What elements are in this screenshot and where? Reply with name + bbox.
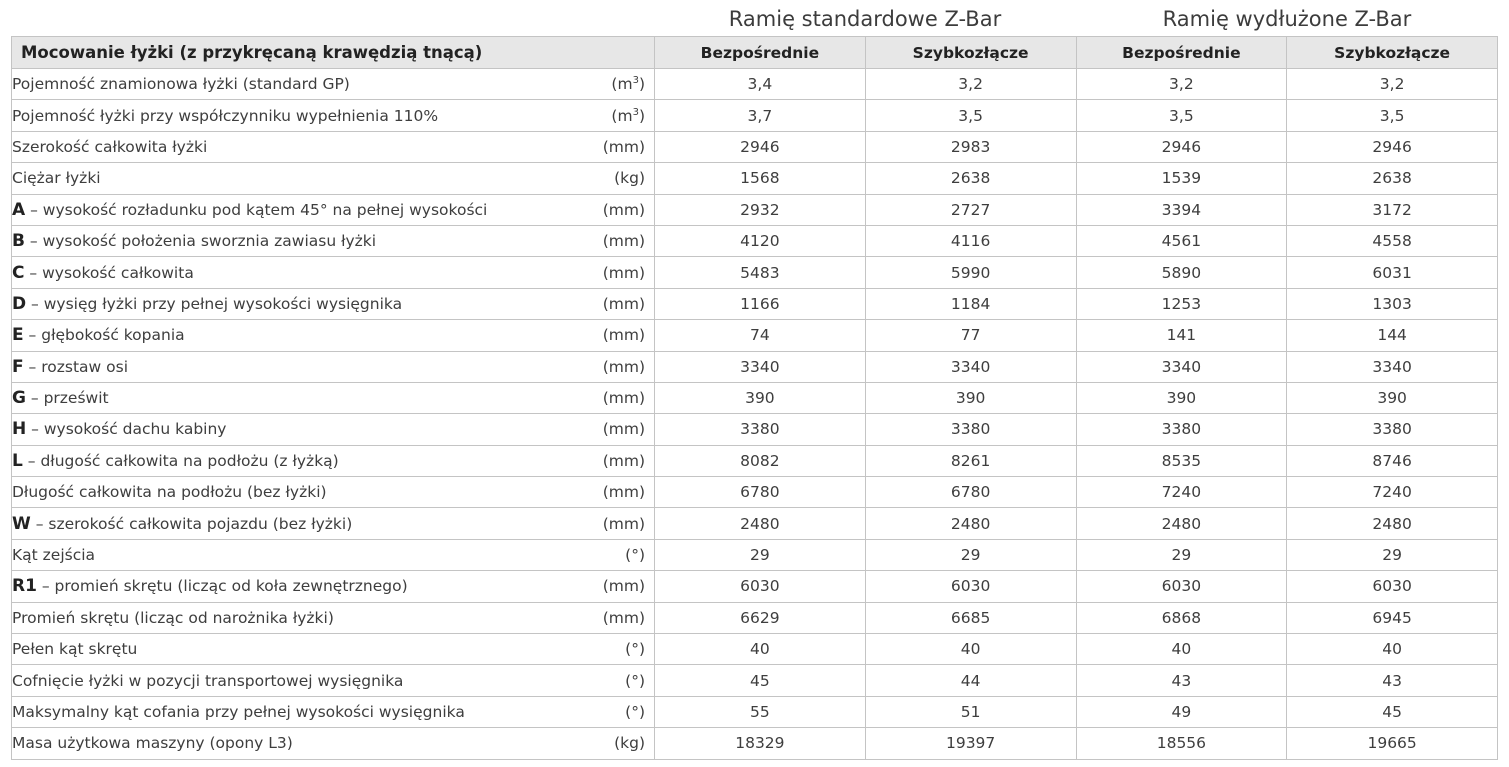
unit-base: (mm) xyxy=(602,294,645,313)
row-label xyxy=(12,200,487,220)
value-cell: 19665 xyxy=(1287,728,1498,759)
row-label xyxy=(12,514,352,534)
row-label-text: Masa użytkowa maszyny (opony L3) xyxy=(12,734,293,753)
table-row xyxy=(12,539,1498,570)
value-cell: 45 xyxy=(1287,696,1498,727)
row-label-cell xyxy=(12,163,655,194)
spec-table xyxy=(11,36,1498,760)
row-unit xyxy=(603,389,645,407)
row-unit xyxy=(625,703,645,721)
row-label xyxy=(12,75,350,93)
dimension-letter: R1 xyxy=(12,576,37,597)
row-label-text: Długość całkowita na podłożu (bez łyżki) xyxy=(12,483,327,502)
value-cell: 6031 xyxy=(1287,257,1498,288)
table-row xyxy=(12,602,1498,633)
row-unit xyxy=(603,138,645,156)
unit-base: (mm) xyxy=(602,577,645,596)
table-row xyxy=(12,477,1498,508)
row-label xyxy=(12,703,465,721)
row-label-cell xyxy=(12,634,655,665)
row-label-cell xyxy=(12,477,655,508)
value-cell: 8746 xyxy=(1287,445,1498,476)
value-cell: 390 xyxy=(1076,382,1287,413)
table-row xyxy=(12,100,1498,131)
value-cell: 40 xyxy=(1076,634,1287,665)
value-cell: 3340 xyxy=(1287,351,1498,382)
unit-base: (mm) xyxy=(602,232,645,251)
value-cell: 1166 xyxy=(655,288,866,319)
value-cell: 29 xyxy=(655,539,866,570)
table-row xyxy=(12,163,1498,194)
unit-base: (kg) xyxy=(614,734,645,753)
value-cell: 3,4 xyxy=(655,69,866,100)
dimension-letter: L xyxy=(12,450,23,471)
table-header-row xyxy=(12,37,1498,69)
value-cell: 45 xyxy=(655,665,866,696)
value-cell: 6629 xyxy=(655,602,866,633)
row-unit xyxy=(603,232,645,250)
dimension-letter: C xyxy=(12,262,25,283)
row-unit xyxy=(625,640,645,658)
value-cell: 2932 xyxy=(655,194,866,225)
row-label-cell xyxy=(12,728,655,759)
row-label-cell xyxy=(12,571,655,602)
table-row xyxy=(12,225,1498,256)
unit-base: (°) xyxy=(625,546,645,565)
value-cell: 3,7 xyxy=(655,100,866,131)
dimension-letter: H xyxy=(12,419,27,440)
row-label-text: Promień skrętu (licząc od narożnika łyżki) xyxy=(12,608,334,627)
row-label-cell xyxy=(12,225,655,256)
table-row xyxy=(12,194,1498,225)
row-label-cell xyxy=(12,351,655,382)
value-cell: 2727 xyxy=(865,194,1076,225)
value-cell: 3,2 xyxy=(1287,69,1498,100)
value-cell: 40 xyxy=(865,634,1076,665)
value-cell: 44 xyxy=(865,665,1076,696)
value-cell: 29 xyxy=(1287,539,1498,570)
row-label-cell xyxy=(12,257,655,288)
table-row xyxy=(12,508,1498,539)
value-cell: 4120 xyxy=(655,225,866,256)
unit-end: ) xyxy=(638,75,645,94)
value-cell: 2480 xyxy=(1287,508,1498,539)
value-cell: 3394 xyxy=(1076,194,1287,225)
unit-superscript: 3 xyxy=(632,75,639,87)
value-cell: 3380 xyxy=(655,414,866,445)
dimension-letter: B xyxy=(12,231,25,252)
row-label-cell xyxy=(12,288,655,319)
value-cell: 49 xyxy=(1076,696,1287,727)
value-cell: 390 xyxy=(655,382,866,413)
value-cell: 2946 xyxy=(1076,131,1287,162)
value-cell: 2983 xyxy=(865,131,1076,162)
row-unit xyxy=(603,515,645,533)
unit-base: (°) xyxy=(625,671,645,690)
row-unit xyxy=(603,483,645,501)
row-unit xyxy=(603,201,645,219)
unit-end: ) xyxy=(638,106,645,125)
value-cell: 6685 xyxy=(865,602,1076,633)
row-label xyxy=(12,576,408,596)
value-cell: 1539 xyxy=(1076,163,1287,194)
dimension-letter: D xyxy=(12,293,27,314)
value-cell: 6780 xyxy=(655,477,866,508)
row-label-text: Pojemność łyżki przy współczynniku wypełnienia 110% xyxy=(12,106,439,125)
table-title: Mocowanie łyżki (z przykręcaną krawędzią tnącą) xyxy=(12,37,655,69)
value-cell: 18556 xyxy=(1076,728,1287,759)
row-label-cell xyxy=(12,602,655,633)
row-label-text: – wysokość położenia sworznia zawiasu łyżki xyxy=(24,232,377,251)
value-cell: 2480 xyxy=(865,508,1076,539)
unit-base: (mm) xyxy=(602,357,645,376)
value-cell: 6030 xyxy=(1287,571,1498,602)
row-unit xyxy=(603,326,645,344)
row-unit xyxy=(603,577,645,595)
dimension-letter: F xyxy=(12,356,24,377)
value-cell: 8261 xyxy=(865,445,1076,476)
value-cell: 3,2 xyxy=(865,69,1076,100)
value-cell: 7240 xyxy=(1076,477,1287,508)
unit-base: (°) xyxy=(625,640,645,659)
table-row xyxy=(12,288,1498,319)
value-cell: 74 xyxy=(655,320,866,351)
value-cell: 1184 xyxy=(865,288,1076,319)
column-header: Bezpośrednie xyxy=(655,37,866,69)
row-unit xyxy=(603,609,645,627)
row-label-text: Szerokość całkowita łyżki xyxy=(12,137,208,156)
value-cell: 3340 xyxy=(865,351,1076,382)
value-cell: 2946 xyxy=(1287,131,1498,162)
group-title-standard: Ramię standardowe Z-Bar xyxy=(728,7,1002,31)
unit-base: (mm) xyxy=(602,200,645,219)
value-cell: 8535 xyxy=(1076,445,1287,476)
value-cell: 3,5 xyxy=(865,100,1076,131)
table-row xyxy=(12,131,1498,162)
row-label xyxy=(12,169,101,187)
row-label xyxy=(12,483,327,501)
row-label-text: – wysokość dachu kabiny xyxy=(26,420,227,439)
group-headers xyxy=(0,0,1509,36)
value-cell: 6868 xyxy=(1076,602,1287,633)
unit-base: (mm) xyxy=(602,514,645,533)
value-cell: 43 xyxy=(1287,665,1498,696)
table-row xyxy=(12,257,1498,288)
value-cell: 141 xyxy=(1076,320,1287,351)
table-row xyxy=(12,728,1498,759)
row-unit xyxy=(603,420,645,438)
row-unit xyxy=(603,358,645,376)
row-label xyxy=(12,672,403,690)
value-cell: 5890 xyxy=(1076,257,1287,288)
table-row xyxy=(12,665,1498,696)
value-cell: 6780 xyxy=(865,477,1076,508)
value-cell: 40 xyxy=(1287,634,1498,665)
row-label xyxy=(12,138,207,156)
value-cell: 5990 xyxy=(865,257,1076,288)
row-label xyxy=(12,231,376,251)
unit-base: (°) xyxy=(625,703,645,721)
table-body xyxy=(12,69,1498,760)
row-unit xyxy=(611,107,645,125)
unit-superscript: 3 xyxy=(632,106,639,118)
column-header: Bezpośrednie xyxy=(1076,37,1287,69)
value-cell: 6030 xyxy=(1076,571,1287,602)
table-row xyxy=(12,571,1498,602)
value-cell: 390 xyxy=(865,382,1076,413)
value-cell: 3,5 xyxy=(1287,100,1498,131)
row-label-text: Pojemność znamionowa łyżki (standard GP) xyxy=(12,75,350,94)
column-header: Szybkozłącze xyxy=(1287,37,1498,69)
value-cell: 43 xyxy=(1076,665,1287,696)
row-label-cell xyxy=(12,69,655,100)
value-cell: 3380 xyxy=(865,414,1076,445)
value-cell: 2638 xyxy=(1287,163,1498,194)
row-label-text: Pełen kąt skrętu xyxy=(12,640,138,659)
value-cell: 19397 xyxy=(865,728,1076,759)
unit-base: (mm) xyxy=(602,420,645,439)
value-cell: 6945 xyxy=(1287,602,1498,633)
value-cell: 3172 xyxy=(1287,194,1498,225)
row-label-cell xyxy=(12,414,655,445)
row-unit xyxy=(625,546,645,564)
dimension-letter: A xyxy=(12,199,26,220)
value-cell: 8082 xyxy=(655,445,866,476)
row-label-text: – promień skrętu (licząc od koła zewnętrznego) xyxy=(36,577,408,596)
value-cell: 3,5 xyxy=(1076,100,1287,131)
value-cell: 40 xyxy=(655,634,866,665)
row-label-cell xyxy=(12,194,655,225)
value-cell: 6030 xyxy=(865,571,1076,602)
value-cell: 55 xyxy=(655,696,866,727)
value-cell: 7240 xyxy=(1287,477,1498,508)
row-label-cell xyxy=(12,508,655,539)
row-unit xyxy=(625,672,645,690)
row-label-cell xyxy=(12,696,655,727)
value-cell: 2480 xyxy=(655,508,866,539)
value-cell: 4116 xyxy=(865,225,1076,256)
value-cell: 3380 xyxy=(1076,414,1287,445)
row-label xyxy=(12,451,339,471)
unit-base: (mm) xyxy=(602,263,645,282)
table-row xyxy=(12,69,1498,100)
table-row xyxy=(12,696,1498,727)
value-cell: 29 xyxy=(1076,539,1287,570)
table-row xyxy=(12,382,1498,413)
row-label-text: Maksymalny kąt cofania przy pełnej wysokości wysięgnika xyxy=(12,703,465,721)
value-cell: 3340 xyxy=(1076,351,1287,382)
group-title-extended: Ramię wydłużone Z-Bar xyxy=(1162,7,1412,31)
table-row xyxy=(12,320,1498,351)
unit-base: (mm) xyxy=(602,608,645,627)
row-label-cell xyxy=(12,445,655,476)
dimension-letter: E xyxy=(12,325,24,346)
value-cell: 3340 xyxy=(655,351,866,382)
row-unit xyxy=(614,734,645,752)
row-label-cell xyxy=(12,539,655,570)
value-cell: 1303 xyxy=(1287,288,1498,319)
unit-base: (mm) xyxy=(602,483,645,502)
row-label xyxy=(12,325,185,345)
row-label xyxy=(12,107,438,125)
row-label-cell xyxy=(12,320,655,351)
unit-base: (mm) xyxy=(602,451,645,470)
table-row xyxy=(12,414,1498,445)
row-unit xyxy=(603,452,645,470)
row-label-text: – wysięg łyżki przy pełnej wysokości wysięgnika xyxy=(26,294,403,313)
dimension-letter: G xyxy=(12,388,26,409)
table-row xyxy=(12,351,1498,382)
row-label xyxy=(12,546,95,564)
row-unit xyxy=(603,295,645,313)
row-label xyxy=(12,294,402,314)
value-cell: 77 xyxy=(865,320,1076,351)
row-label-text: Ciężar łyżki xyxy=(12,169,101,188)
value-cell: 1568 xyxy=(655,163,866,194)
row-label-cell xyxy=(12,382,655,413)
value-cell: 1253 xyxy=(1076,288,1287,319)
table-row xyxy=(12,445,1498,476)
unit-base: (mm) xyxy=(602,389,645,408)
row-label xyxy=(12,357,128,377)
row-unit xyxy=(611,75,645,93)
unit-base: (mm) xyxy=(602,137,645,156)
row-label-cell xyxy=(12,100,655,131)
table-row xyxy=(12,634,1498,665)
value-cell: 4558 xyxy=(1287,225,1498,256)
value-cell: 144 xyxy=(1287,320,1498,351)
row-label-text: – szerokość całkowita pojazdu (bez łyżki) xyxy=(30,514,353,533)
value-cell: 6030 xyxy=(655,571,866,602)
value-cell: 51 xyxy=(865,696,1076,727)
row-label-text: – rozstaw osi xyxy=(23,357,129,376)
dimension-letter: W xyxy=(12,513,31,534)
row-label-text: Kąt zejścia xyxy=(12,546,96,565)
row-label xyxy=(12,419,226,439)
value-cell: 2946 xyxy=(655,131,866,162)
value-cell: 3,2 xyxy=(1076,69,1287,100)
unit-base: (mm) xyxy=(602,326,645,345)
row-unit xyxy=(614,169,645,187)
row-label xyxy=(12,263,194,283)
row-label xyxy=(12,734,293,752)
value-cell: 29 xyxy=(865,539,1076,570)
column-header: Szybkozłącze xyxy=(865,37,1076,69)
row-label-text: – długość całkowita na podłożu (z łyżką) xyxy=(22,451,339,470)
row-label-text: – prześwit xyxy=(25,389,109,408)
row-label-cell xyxy=(12,131,655,162)
value-cell: 3380 xyxy=(1287,414,1498,445)
unit-base: (m xyxy=(611,106,633,125)
row-label xyxy=(12,388,109,408)
row-label xyxy=(12,609,334,627)
row-label-text: – wysokość całkowita xyxy=(24,263,194,282)
row-label xyxy=(12,640,137,658)
value-cell: 18329 xyxy=(655,728,866,759)
row-label-text: – głębokość kopania xyxy=(23,326,185,345)
row-label-cell xyxy=(12,665,655,696)
value-cell: 2638 xyxy=(865,163,1076,194)
unit-base: (kg) xyxy=(614,169,645,188)
value-cell: 390 xyxy=(1287,382,1498,413)
unit-base: (m xyxy=(611,75,633,94)
value-cell: 4561 xyxy=(1076,225,1287,256)
row-label-text: Cofnięcie łyżki w pozycji transportowej wysięgnika xyxy=(12,671,404,690)
value-cell: 5483 xyxy=(655,257,866,288)
row-label-text: – wysokość rozładunku pod kątem 45° na pełnej wysokości xyxy=(25,200,488,219)
row-unit xyxy=(603,264,645,282)
value-cell: 2480 xyxy=(1076,508,1287,539)
